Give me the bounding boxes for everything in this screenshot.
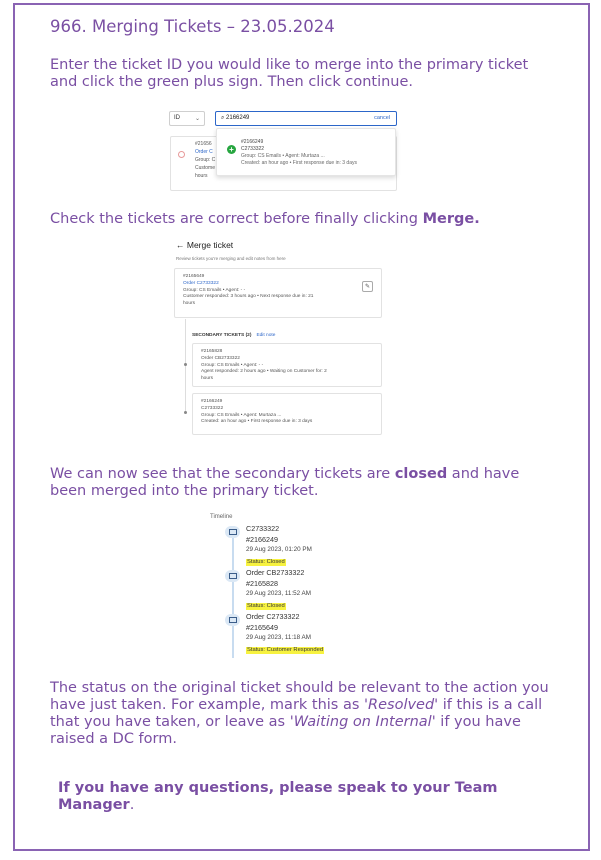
timeline-line xyxy=(232,526,234,658)
instruction-step-4: The status on the original ticket should be relevant to the action you have just taken. For example, mark this as 'Resolved' if this is a call that you have taken, or leave as 'Waiting on Internal' if you have raised a DC form. xyxy=(50,680,549,747)
ticket-search-input: ⌕ 2166249 cancel xyxy=(215,111,397,126)
secondary-tickets-header: SECONDARY TICKETS (2) Edit note xyxy=(192,333,276,338)
primary-ticket-card-behind: #21656 Order C Group: C Custome hours xyxy=(170,136,397,191)
id-select: ID ⌄ xyxy=(169,111,205,126)
cancel-link: cancel xyxy=(374,115,390,121)
edit-icon: ✎ xyxy=(362,281,373,292)
merge-subtitle: Review tickets you're merging and edit notes from here xyxy=(176,256,286,261)
contact-note: If you have any questions, please speak to your Team Manager. xyxy=(58,780,498,813)
connector-dot xyxy=(184,363,187,366)
timeline-entry: Order CB2733322 #2165828 29 Aug 2023, 11:52 AM Status: Closed xyxy=(246,568,312,609)
remove-icon xyxy=(178,151,185,158)
instruction-step-1: Enter the ticket ID you would like to merge into the primary ticket and click the green plus sign. Then click continue. xyxy=(50,57,529,90)
timeline-entry: C2733322 #2166249 29 Aug 2023, 01:20 PM Status: Closed xyxy=(246,524,312,565)
connector-dot xyxy=(184,411,187,414)
instruction-step-3: We can now see that the secondary tickets are closed and have been merged into the primary ticket. xyxy=(50,466,520,499)
green-plus-icon: + xyxy=(227,145,236,154)
merge-ticket-screenshot xyxy=(172,238,387,438)
search-result-dropdown: + #2166249 C2733322 Group: CS Emails • Agent: Murtaza ... Created: an hour ago • First response due in: 3 days xyxy=(216,128,396,176)
email-icon xyxy=(225,570,240,582)
connector-line xyxy=(185,319,186,413)
primary-ticket-card: #2165649 Order C2733322 Group: CS Emails • Agent: - - Customer responded: 3 hours ago • Next response due in: 21 hours ✎ xyxy=(174,268,382,318)
merge-search-screenshot xyxy=(165,108,405,196)
timeline-title: Timeline xyxy=(210,514,233,520)
instruction-step-2: Check the tickets are correct before finally clicking Merge. xyxy=(50,211,480,227)
chevron-down-icon: ⌄ xyxy=(194,116,200,122)
secondary-ticket-card: #2165828 Order CB2733322 Group: CS Emails • Agent: - - Agent responded: 2 hours ago • Waiting on Customer for: 2 hours xyxy=(192,343,382,387)
secondary-ticket-card: #2166249 C2733322 Group: CS Emails • Agent: Murtaza ... Created: an hour ago • First response due in: 3 days xyxy=(192,393,382,435)
timeline-screenshot xyxy=(210,510,360,660)
timeline-entry: Order C2733322 #2165649 29 Aug 2023, 11:18 AM Status: Customer Responded xyxy=(246,612,324,653)
merge-heading: ← Merge ticket xyxy=(176,240,234,250)
email-icon xyxy=(225,526,240,538)
page-title: 966. Merging Tickets – 23.05.2024 xyxy=(50,17,335,36)
search-icon: ⌕ xyxy=(221,115,227,121)
email-icon xyxy=(225,614,240,626)
